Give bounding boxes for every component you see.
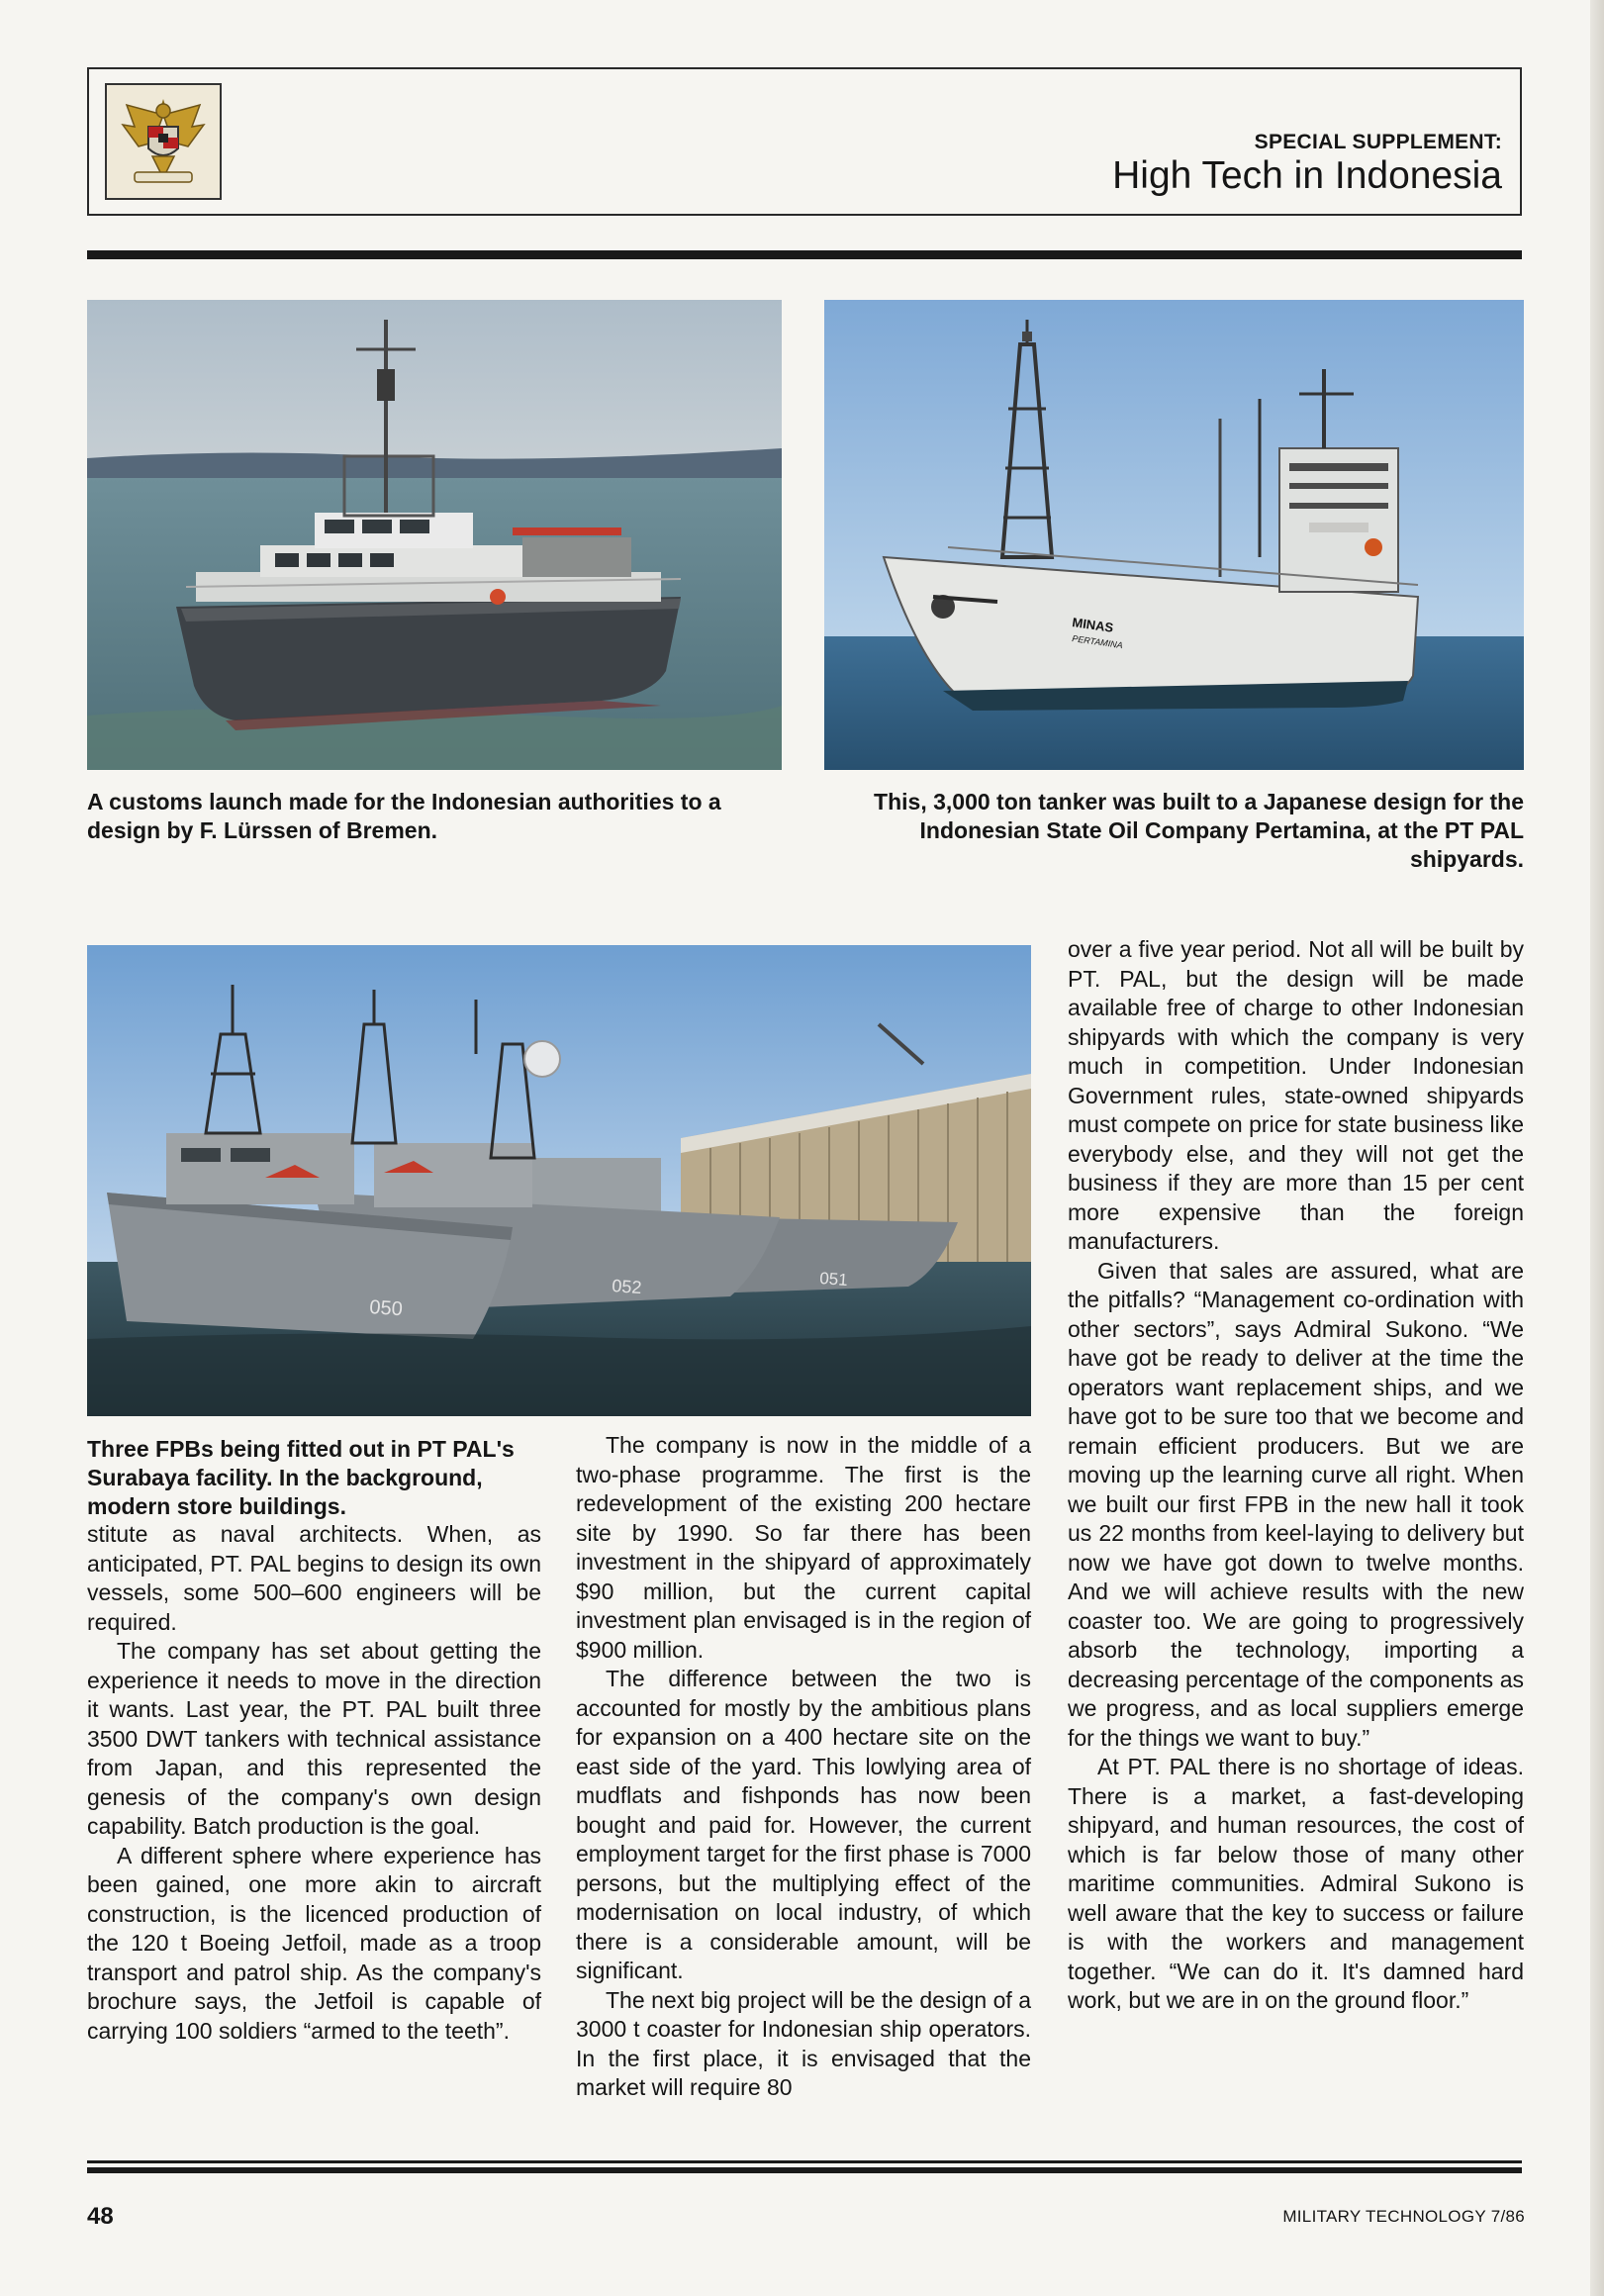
column-1 [87,1520,541,2046]
bottom-rule-thin [87,2160,1522,2163]
hull-number-051: 051 [818,1269,849,1290]
hull-number-050: 050 [368,1296,404,1321]
supplement-label: SPECIAL SUPPLEMENT: [1254,131,1502,153]
col1-paragraph-2: The company has set about getting the experience it needs to move in the direction it wants. Last year, the PT. PAL built three 3500 DWT tankers with technical assistance from Japan, and this represented the genesis of the company's own design capability. Batch production is the goal. [87,1638,541,1839]
col1-paragraph-1: stitute as naval architects. When, as anticipated, PT. PAL begins to design its own vessels, some 500–600 engineers will be required. [87,1521,541,1635]
hull-number-052: 052 [611,1276,643,1298]
col3-paragraph-3: At PT. PAL there is no shortage of ideas. There is a market, a fast-developing shipyard, and human resources, the cost of which is far below those of many other maritime communities. Admiral Sukono is well aware that the key to success or failure is with the workers and management together. “We can do it. It's damned hard work, but we are in on the ground floor.” [1068,1754,1524,2013]
launch-caption: A customs launch made for the Indonesian authorities to a design by F. Lürssen of Bremen. [87,789,721,843]
col3-paragraph-1: over a five year period. Not all will be built by PT. PAL, but the design will be made available free of charge to other Indonesian shipyards with which the company is very much in competition. Under Indonesian Government rules, state-owned shipyards must compete on price for state business like everybody else, and they will not get the business if they are more than 15 per cent more expensive than the foreign manufacturers. [1068,936,1524,1254]
col2-paragraph-3: The next big project will be the design of a 3000 t coaster for Indonesian ship operators. In the first place, it is envisaged that the market will require 80 [576,1986,1031,2100]
publication-name: MILITARY TECHNOLOGY 7/86 [1282,2207,1525,2226]
top-rule [87,250,1522,259]
column-2 [576,1431,1031,2103]
page-edge [1590,0,1604,2296]
page-number: 48 [87,2203,114,2230]
garuda-emblem [105,83,222,200]
customs-launch-photo [87,300,782,770]
supplement-title: High Tech in Indonesia [1112,154,1502,197]
col1-paragraph-3: A different sphere where experience has been gained, one more akin to aircraft construction, is the licenced production of the 120 t Boeing Jetfoil, made as a troop transport and patrol ship. As the company's brochure says, the Jetfoil is capable of carrying 100 soldiers “armed to the teeth”. [87,1842,541,2044]
fpb-photo [87,945,1031,1416]
garuda-emblem-icon [109,87,218,196]
tanker-caption: This, 3,000 ton tanker was built to a Japanese design for the Indonesian State Oil Company Pertamina, at the PT PAL shipyards. [874,789,1524,872]
bottom-rule-thick [87,2167,1522,2173]
col3-paragraph-2: Given that sales are assured, what are the pitfalls? “Management co-ordination with other sectors”, says Admiral Sukono. “We have got be ready to deliver at the time the operators want replacement ships, and we have got to be sure too that we become and remain efficient producers. But we are moving up the learning curve all right. When we built our first FPB in the new hall it took us 22 months from keel-laying to delivery but now we have got down to twelve months. And we will achieve results with the new coaster too. We are going to progressively absorb the technology, importing a decreasing percentage of the components as we progress, and as local suppliers emerge for the things we want to buy.” [1068,1257,1524,1751]
fpb-caption: Three FPBs being fitted out in PT PAL's Surabaya facility. In the background, modern store buildings. [87,1436,515,1519]
tanker-name-label: MINAS [1071,615,1115,635]
col2-paragraph-2: The difference between the two is accounted for mostly by the ambitious plans for expansion on a 400 hectare site on the east side of the yard. This lowlying area of mudflats and fishponds has now been bought and paid for. However, the current employment target for the first phase is 7000 persons, but the multiplying effect of the modernisation on local industry, of which there is a considerable amount, will be significant. [576,1666,1031,1983]
tanker-photo [824,300,1524,770]
header-box [87,67,1522,216]
column-3 [1068,935,1524,2016]
tanker-owner-label: PERTAMINA [1071,633,1124,651]
col2-paragraph-1: The company is now in the middle of a two-phase programme. The first is the redevelopment of the existing 200 hectare site by 1990. So far there has been investment in the shipyard of approximately $90 million, but the current capital investment plan envisaged is in the region of $900 million. [576,1432,1031,1663]
